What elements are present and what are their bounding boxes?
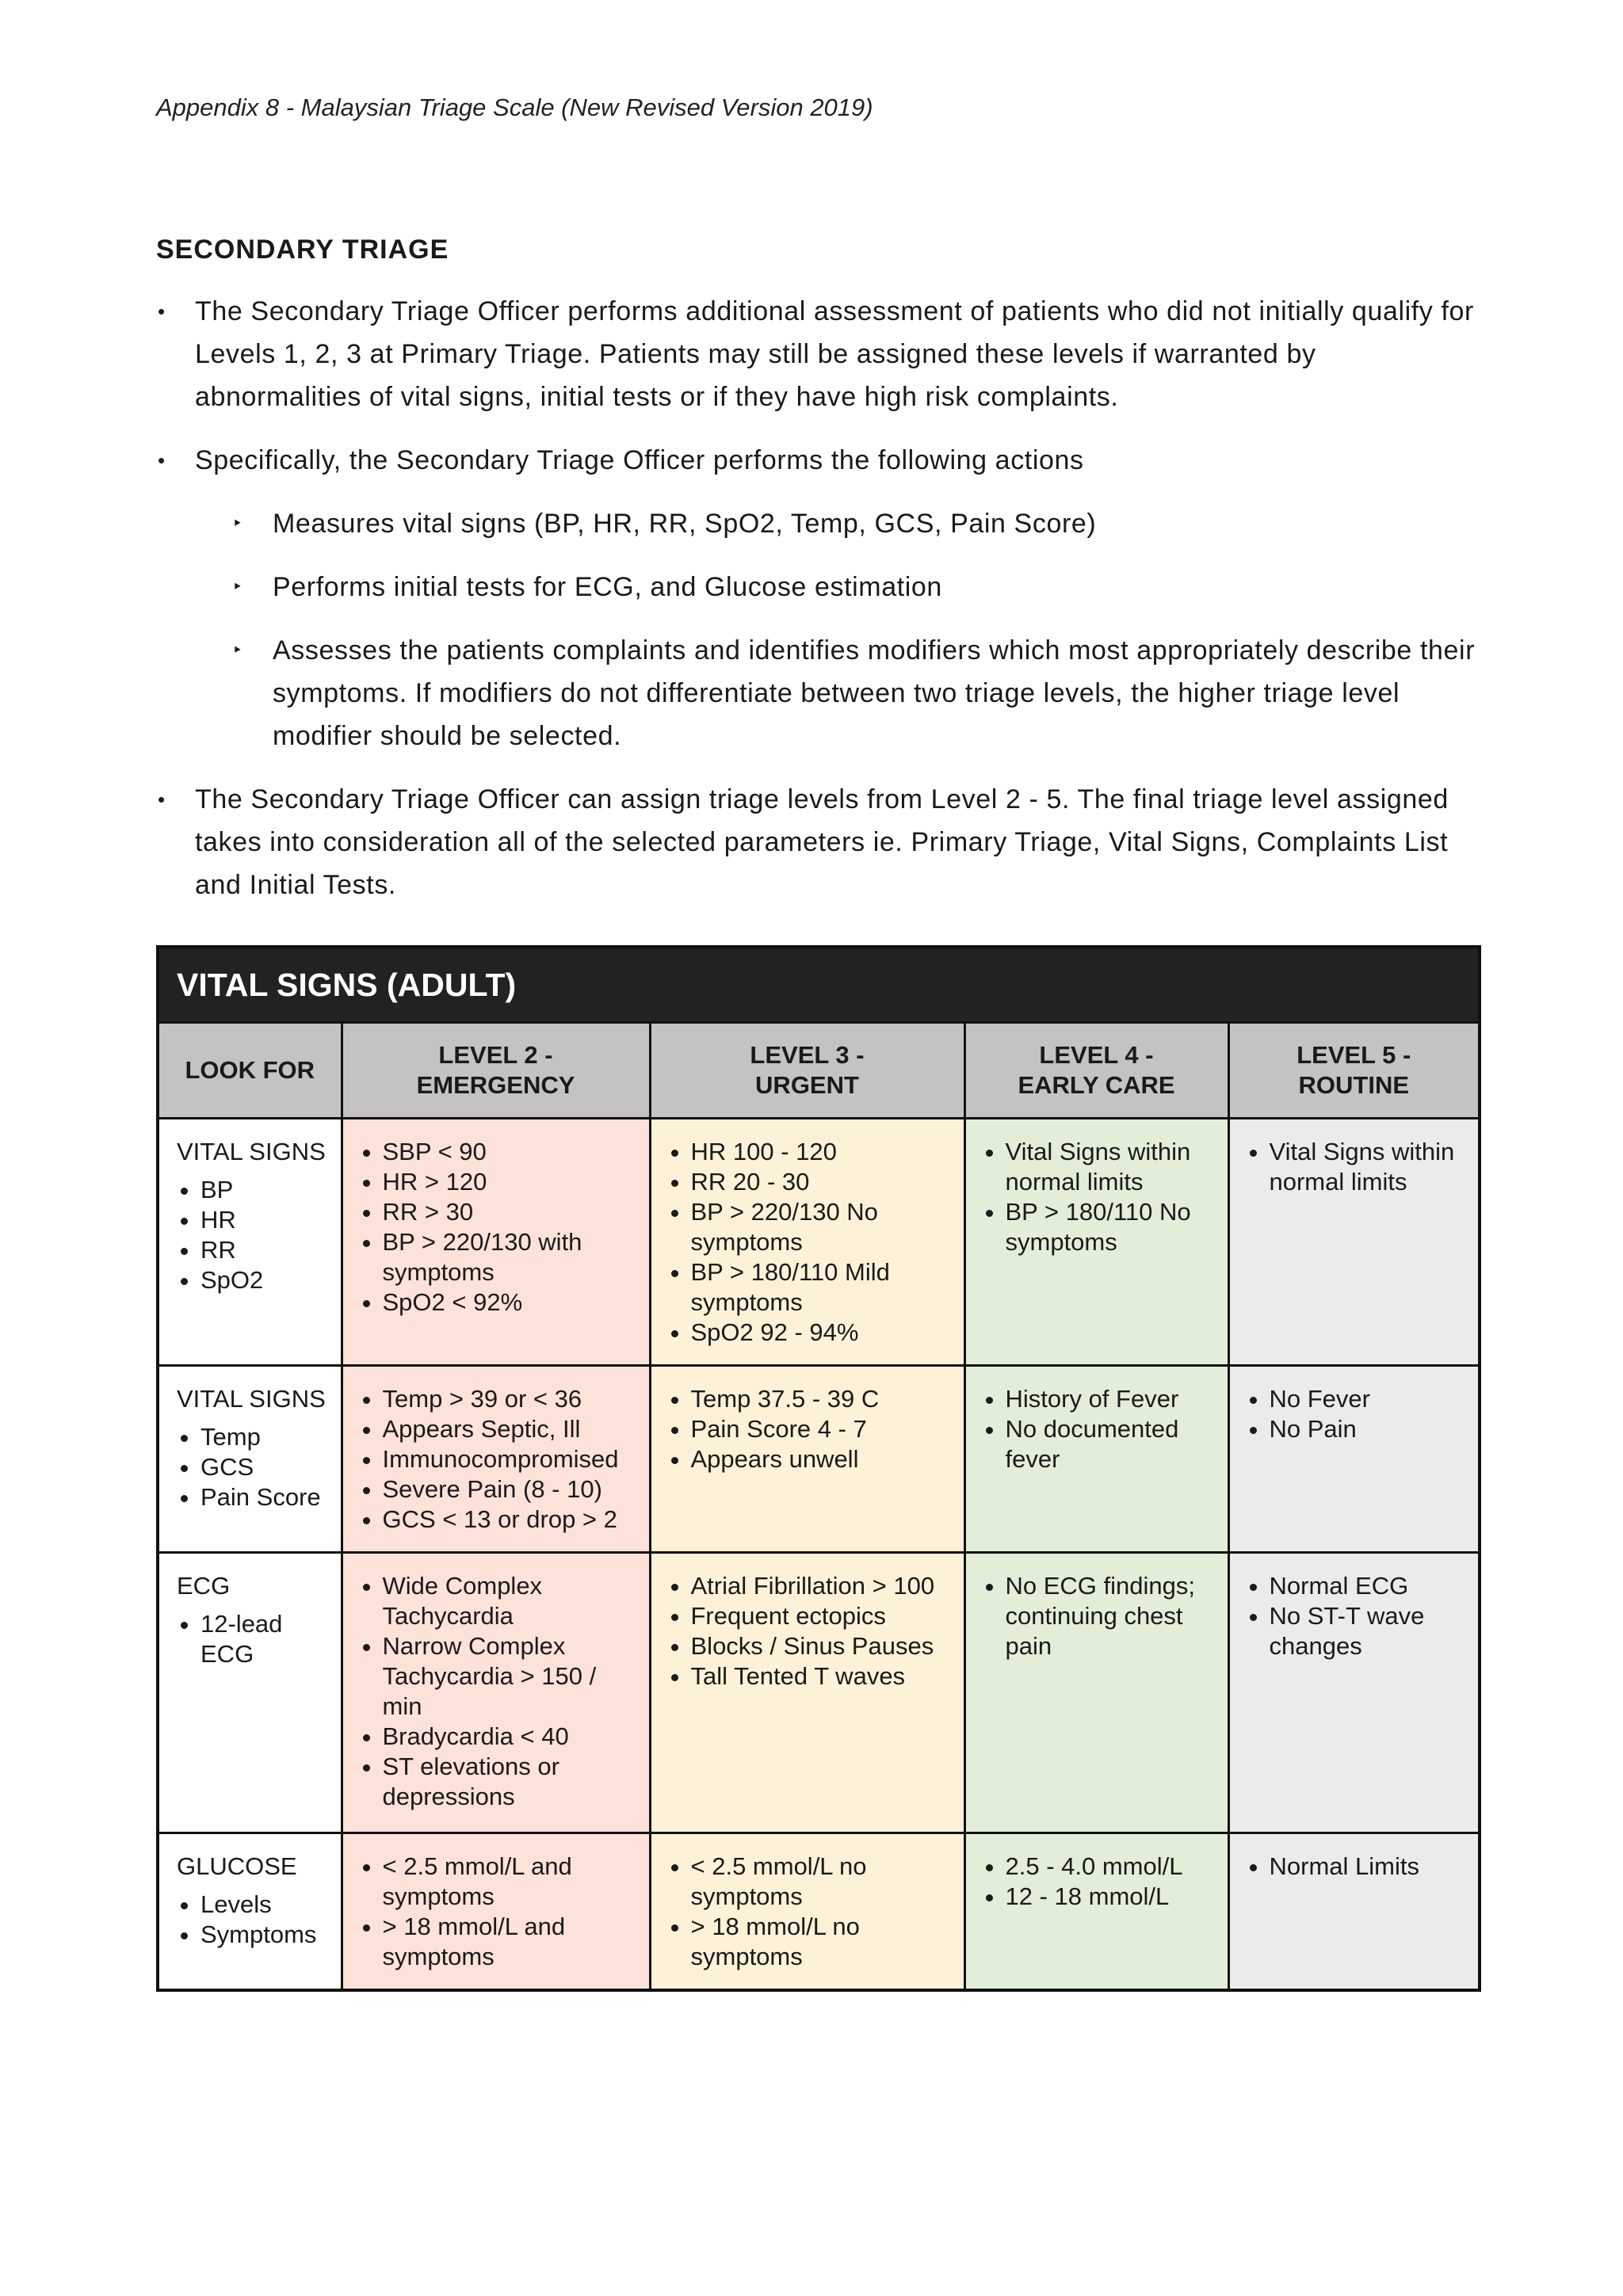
look-for-cell: [158, 1366, 342, 1553]
bullet-item: [156, 439, 1480, 482]
body-text: [156, 290, 1480, 927]
list-item: • Frequent ectopics: [691, 1601, 956, 1631]
list-item: • BP > 220/130 No symptoms: [691, 1197, 956, 1257]
criteria-list: [982, 1384, 1220, 1474]
table-row: [158, 1366, 1480, 1553]
table-body: [158, 1119, 1480, 1990]
list-item: • Blocks / Sinus Pauses: [691, 1631, 956, 1661]
list-item: • Normal Limits: [1270, 1852, 1471, 1882]
category-items: [177, 1175, 333, 1295]
table-title: VITAL SIGNS (ADULT): [158, 947, 1480, 1023]
category-items: [177, 1609, 333, 1669]
list-item: • Temp > 39 or < 36: [383, 1384, 641, 1414]
list-item: • No Pain: [1270, 1414, 1471, 1444]
criteria-list: [359, 1137, 641, 1318]
list-item: • No ST-T wave changes: [1270, 1601, 1471, 1661]
level-2-cell: [342, 1553, 650, 1833]
criteria-list: [667, 1137, 956, 1348]
list-item: • Symptoms: [200, 1920, 333, 1950]
sub-bullet-text: Performs initial tests for ECG, and Glucose estimation: [273, 572, 942, 602]
criteria-list: [667, 1384, 956, 1474]
arrow-bullet-icon: ‣: [232, 577, 243, 597]
criteria-list: [1246, 1384, 1471, 1444]
look-for-cell: [158, 1119, 342, 1366]
arrow-bullet-icon: ‣: [232, 640, 243, 660]
criteria-list: [359, 1852, 641, 1972]
list-item: • > 18 mmol/L no symptoms: [691, 1912, 956, 1972]
list-item: • Temp: [200, 1422, 333, 1452]
sub-bullet-item: [156, 629, 1480, 757]
level-3-cell: [650, 1366, 964, 1553]
list-item: • GCS: [200, 1452, 333, 1482]
list-item: • > 18 mmol/L and symptoms: [383, 1912, 641, 1972]
list-item: • HR 100 - 120: [691, 1137, 956, 1167]
list-item: • GCS < 13 or drop > 2: [383, 1505, 641, 1535]
list-item: • No documented fever: [1006, 1414, 1220, 1474]
level-5-cell: [1228, 1833, 1480, 1990]
arrow-bullet-icon: ‣: [232, 513, 243, 533]
list-item: • Severe Pain (8 - 10): [383, 1474, 641, 1505]
list-item: • SpO2 92 - 94%: [691, 1318, 956, 1348]
level-5-cell: [1228, 1553, 1480, 1833]
bullet-item: [156, 778, 1480, 906]
criteria-list: [667, 1852, 956, 1972]
list-item: • Atrial Fibrillation > 100: [691, 1571, 956, 1601]
sub-bullet-text: Assesses the patients complaints and identifies modifiers which most appropriately describe their symptoms. If modifiers do not differentiate between two triage levels, the higher triage level modifier should be selected.: [273, 635, 1476, 751]
list-item: • No ECG findings; continuing chest pain: [1006, 1571, 1220, 1661]
list-item: • RR 20 - 30: [691, 1167, 956, 1197]
list-item: • BP > 220/130 with symptoms: [383, 1227, 641, 1287]
criteria-list: [982, 1571, 1220, 1661]
list-item: • Pain Score 4 - 7: [691, 1414, 956, 1444]
criteria-list: [359, 1384, 641, 1535]
list-item: • HR > 120: [383, 1167, 641, 1197]
list-item: • Levels: [200, 1890, 333, 1920]
table-header-row: [158, 1023, 1480, 1119]
level-3-cell: [650, 1119, 964, 1366]
look-for-cell: [158, 1553, 342, 1833]
list-item: • BP: [200, 1175, 333, 1205]
table-row: [158, 1119, 1480, 1366]
bullet-dot-icon: •: [158, 448, 166, 472]
list-item: • Vital Signs within normal limits: [1006, 1137, 1220, 1197]
list-item: • No Fever: [1270, 1384, 1471, 1414]
list-item: • SpO2: [200, 1265, 333, 1295]
list-item: • Normal ECG: [1270, 1571, 1471, 1601]
look-for-cell: [158, 1833, 342, 1990]
list-item: • BP > 180/110 No symptoms: [1006, 1197, 1220, 1257]
level-4-cell: [964, 1119, 1228, 1366]
category-label: VITAL SIGNS: [177, 1138, 326, 1165]
bullet-text: The Secondary Triage Officer performs additional assessment of patients who did not initially qualify for Levels 1, 2, 3 at Primary Triage. Patients may still be assigned these levels if warranted by abnormalities of vital signs, initial tests or if they have high risk complaints.: [195, 296, 1474, 412]
vital-signs-table: [156, 945, 1481, 1992]
level-3-cell: [650, 1553, 964, 1833]
list-item: • BP > 180/110 Mild symptoms: [691, 1257, 956, 1318]
list-item: • SpO2 < 92%: [383, 1287, 641, 1318]
bullet-dot-icon: •: [158, 788, 166, 811]
bullet-text: The Secondary Triage Officer can assign triage levels from Level 2 - 5. The final triage level assigned takes into consideration all of the selected parameters ie. Primary Triage, Vital Signs, Complaints List and Initial Tests.: [195, 784, 1449, 900]
list-item: • ST elevations or depressions: [383, 1752, 641, 1812]
list-item: • Appears Septic, Ill: [383, 1414, 641, 1444]
list-item: • 2.5 - 4.0 mmol/L: [1006, 1852, 1220, 1882]
list-item: • Narrow Complex Tachycardia > 150 / min: [383, 1631, 641, 1722]
table-row: [158, 1833, 1480, 1990]
list-item: • Pain Score: [200, 1482, 333, 1512]
page-header: Appendix 8 - Malaysian Triage Scale (New Revised Version 2019): [156, 93, 873, 121]
criteria-list: [982, 1852, 1220, 1912]
list-item: • History of Fever: [1006, 1384, 1220, 1414]
list-item: • Bradycardia < 40: [383, 1722, 641, 1752]
list-item: • Tall Tented T waves: [691, 1661, 956, 1691]
header-level-4: LEVEL 4 - EARLY CARE: [964, 1023, 1228, 1119]
category-label: ECG: [177, 1572, 231, 1600]
criteria-list: [1246, 1852, 1471, 1882]
sub-bullet-item: [156, 566, 1480, 608]
criteria-list: [982, 1137, 1220, 1257]
header-level-3: LEVEL 3 - URGENT: [650, 1023, 964, 1119]
list-item: • Wide Complex Tachycardia: [383, 1571, 641, 1631]
list-item: • < 2.5 mmol/L no symptoms: [691, 1852, 956, 1912]
category-items: [177, 1422, 333, 1512]
criteria-list: [667, 1571, 956, 1691]
list-item: • 12-lead ECG: [200, 1609, 333, 1669]
table-row: [158, 1553, 1480, 1833]
section-title: SECONDARY TRIAGE: [156, 235, 449, 265]
level-5-cell: [1228, 1366, 1480, 1553]
criteria-list: [1246, 1571, 1471, 1661]
level-2-cell: [342, 1366, 650, 1553]
list-item: • Appears unwell: [691, 1444, 956, 1474]
level-3-cell: [650, 1833, 964, 1990]
header-level-2: LEVEL 2 - EMERGENCY: [342, 1023, 650, 1119]
list-item: • Temp 37.5 - 39 C: [691, 1384, 956, 1414]
list-item: • 12 - 18 mmol/L: [1006, 1882, 1220, 1912]
level-5-cell: [1228, 1119, 1480, 1366]
criteria-list: [1246, 1137, 1471, 1197]
list-item: • RR > 30: [383, 1197, 641, 1227]
level-2-cell: [342, 1833, 650, 1990]
category-label: VITAL SIGNS: [177, 1385, 326, 1413]
header-look-for: LOOK FOR: [158, 1023, 342, 1119]
list-item: • < 2.5 mmol/L and symptoms: [383, 1852, 641, 1912]
criteria-list: [359, 1571, 641, 1812]
list-item: • Immunocompromised: [383, 1444, 641, 1474]
bullet-text: Specifically, the Secondary Triage Officer performs the following actions: [195, 445, 1084, 475]
level-4-cell: [964, 1366, 1228, 1553]
level-2-cell: [342, 1119, 650, 1366]
list-item: • RR: [200, 1235, 333, 1265]
level-4-cell: [964, 1553, 1228, 1833]
list-item: • HR: [200, 1205, 333, 1235]
bullet-dot-icon: •: [158, 299, 166, 323]
level-4-cell: [964, 1833, 1228, 1990]
category-items: [177, 1890, 333, 1950]
list-item: • Vital Signs within normal limits: [1270, 1137, 1471, 1197]
sub-bullet-text: Measures vital signs (BP, HR, RR, SpO2, Temp, GCS, Pain Score): [273, 509, 1097, 539]
category-label: GLUCOSE: [177, 1852, 297, 1880]
bullet-item: [156, 290, 1480, 418]
header-level-5: LEVEL 5 - ROUTINE: [1228, 1023, 1480, 1119]
list-item: • SBP < 90: [383, 1137, 641, 1167]
sub-bullet-item: [156, 502, 1480, 545]
